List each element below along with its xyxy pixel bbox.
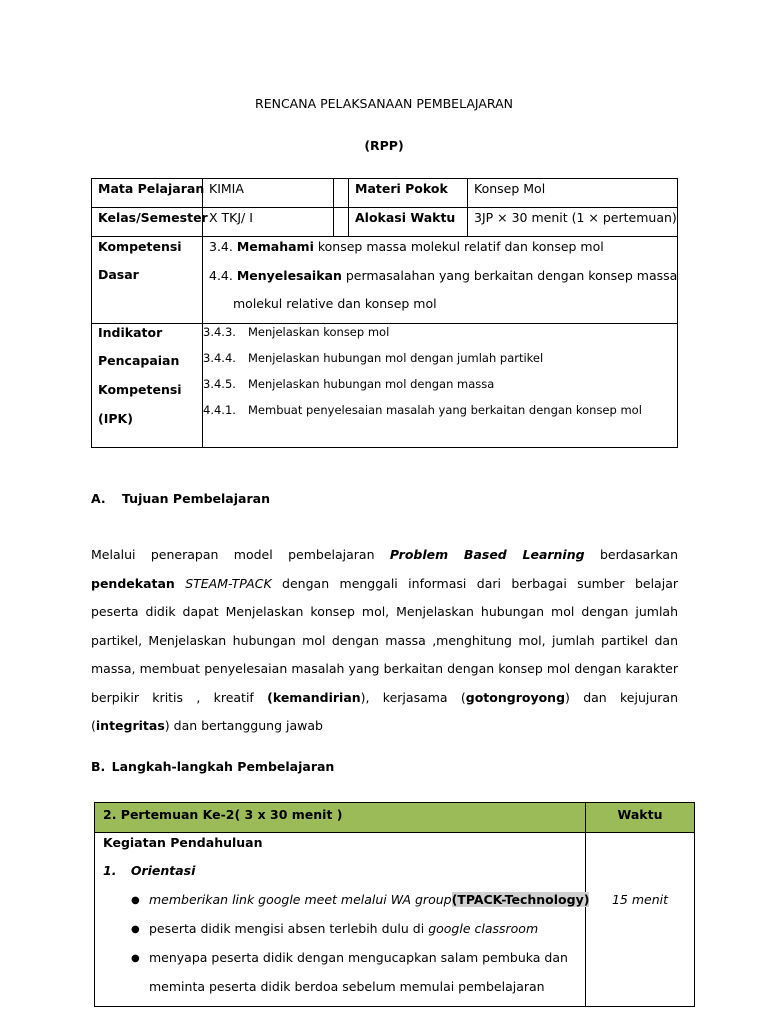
ipk-label-line2: Pencapaian [98,353,180,368]
tujuan-model-name: Problem Based Learning [389,547,585,562]
kd-item-2-text: permasalahan yang berkaitan dengan konsep massa [341,268,678,283]
kd-label-line2: Dasar [98,267,139,282]
tujuan-gotongroyong: gotongroyong [465,689,566,705]
ipk-item [203,377,494,391]
row-divider [92,236,677,237]
info-table [91,178,678,448]
kd-item-1-text: konsep massa molekul relatif dan konsep mol [313,239,604,254]
kd-item-2-verb: Menyelesaikan [236,268,342,283]
kelas-label: Kelas/Semester [98,210,208,225]
ipk-item-text: Menjelaskan hubungan mol dengan jumlah partikel [248,351,544,365]
section-b-title: Langkah-langkah Pembelajaran [111,759,335,774]
tpack-technology-highlight: (TPACK-Technology) [451,892,590,907]
mata-pelajaran-label: Mata Pelajaran [98,181,205,196]
bullet-icon: ● [131,895,140,906]
ipk-item [203,325,389,339]
alokasi-value: 3JP × 30 menit (1 × pertemuan) [474,210,677,225]
alokasi-label: Alokasi Waktu [355,210,456,225]
bullet-icon: ● [131,924,140,935]
tujuan-text: Melalui penerapan model pembelajaran [91,547,390,562]
kd-label-line1: Kompetensi [98,239,182,254]
kd-item-2-num: 4.4. [209,268,233,283]
step-bullet-text: menyapa peserta didik dengan mengucapkan salam pembuka dan [149,950,568,965]
orientasi-num: 1. [103,863,117,878]
tujuan-paragraph [91,541,678,741]
step-bullet-text: memberikan link google meet melalui WA group [149,892,452,907]
ipk-item-num: 3.4.3. [203,325,236,339]
tujuan-text: ) dan bertanggung jawab [164,718,323,733]
document-title: RENCANA PELAKSANAAN PEMBELAJARAN [255,96,513,111]
ipk-item [203,351,543,365]
ipk-item-text: Menjelaskan konsep mol [248,325,390,339]
tujuan-kemandirian: (kemandirian [267,689,361,705]
meeting-header: 2. Pertemuan Ke-2( 3 x 30 menit ) [103,807,343,822]
section-b-heading [91,759,334,774]
tujuan-text: ), kerjasama ( [360,689,466,705]
col-divider [333,179,334,236]
section-a-heading [91,491,270,506]
ipk-label-line4: (IPK) [98,411,133,426]
tujuan-steam-tpack: STEAM-TPACK [185,575,272,591]
tujuan-text: berdasarkan [584,547,679,562]
mata-pelajaran-value: KIMIA [209,181,244,196]
step-bullet [131,950,568,965]
ipk-item-num: 3.4.5. [203,377,236,391]
kegiatan-pendahuluan: Kegiatan Pendahuluan [103,835,263,850]
bullet-icon: ● [131,953,140,964]
kelas-value: X TKJ/ I [209,210,253,225]
waktu-header: Waktu [617,807,663,822]
ipk-item-num: 4.4.1. [203,403,236,417]
section-b-letter: B. [91,759,106,774]
ipk-item-text: Menjelaskan hubungan mol dengan massa [248,377,495,391]
orientasi-heading [103,863,195,878]
step-bullet [131,921,538,936]
tujuan-approach: pendekatan [91,575,175,591]
section-a-title: Tujuan Pembelajaran [122,491,270,506]
ipk-item-text: Membuat penyelesaian masalah yang berkaitan dengan konsep mol [248,403,642,417]
tujuan-text: dengan menggali informasi dari berbagai sumber belajar peserta didik dapat Menjelaskan konsep mol, Menjelaskan hubungan mol dengan jumlah partikel, Menjelaskan hubungan mol dengan massa ,menghitung mol, jumlah partikel dan massa, membuat penyelesaian masalah yang berkaitan dengan konsep mol dengan karakter berpikir kritis , kreatif [91,575,678,705]
orientasi-label: Orientasi [130,863,196,878]
kd-item-1-num: 3.4. [209,239,233,254]
waktu-value: 15 menit [611,892,669,907]
step-bullet [131,892,589,907]
kd-item-1-verb: Memahami [236,239,314,254]
step-bullet-continued: meminta peserta didik berdoa sebelum memulai pembelajaran [149,979,545,994]
section-a-letter: A. [91,491,106,506]
ipk-item [203,403,642,417]
row-divider [95,832,694,833]
ipk-label-line3: Kompetensi [98,382,182,397]
tujuan-text: ) dan kejujuran ( [91,689,678,733]
row-divider [92,207,677,208]
document-subtitle: (RPP) [364,138,404,153]
materi-pokok-label: Materi Pokok [355,181,448,196]
kd-item-2 [203,268,677,283]
materi-pokok-value: Konsep Mol [474,181,546,196]
steps-table [94,802,695,1007]
google-classroom-text: google classroom [428,921,539,936]
ipk-item-num: 3.4.4. [203,351,236,365]
tujuan-integritas: integritas [95,718,165,733]
step-bullet-text: peserta didik mengisi absen terlebih dulu di [149,921,429,936]
kd-item-1 [203,239,604,254]
kd-item-2-continued: molekul relative dan konsep mol [233,296,437,311]
ipk-label-line1: Indikator [98,325,163,340]
row-divider [92,323,677,324]
